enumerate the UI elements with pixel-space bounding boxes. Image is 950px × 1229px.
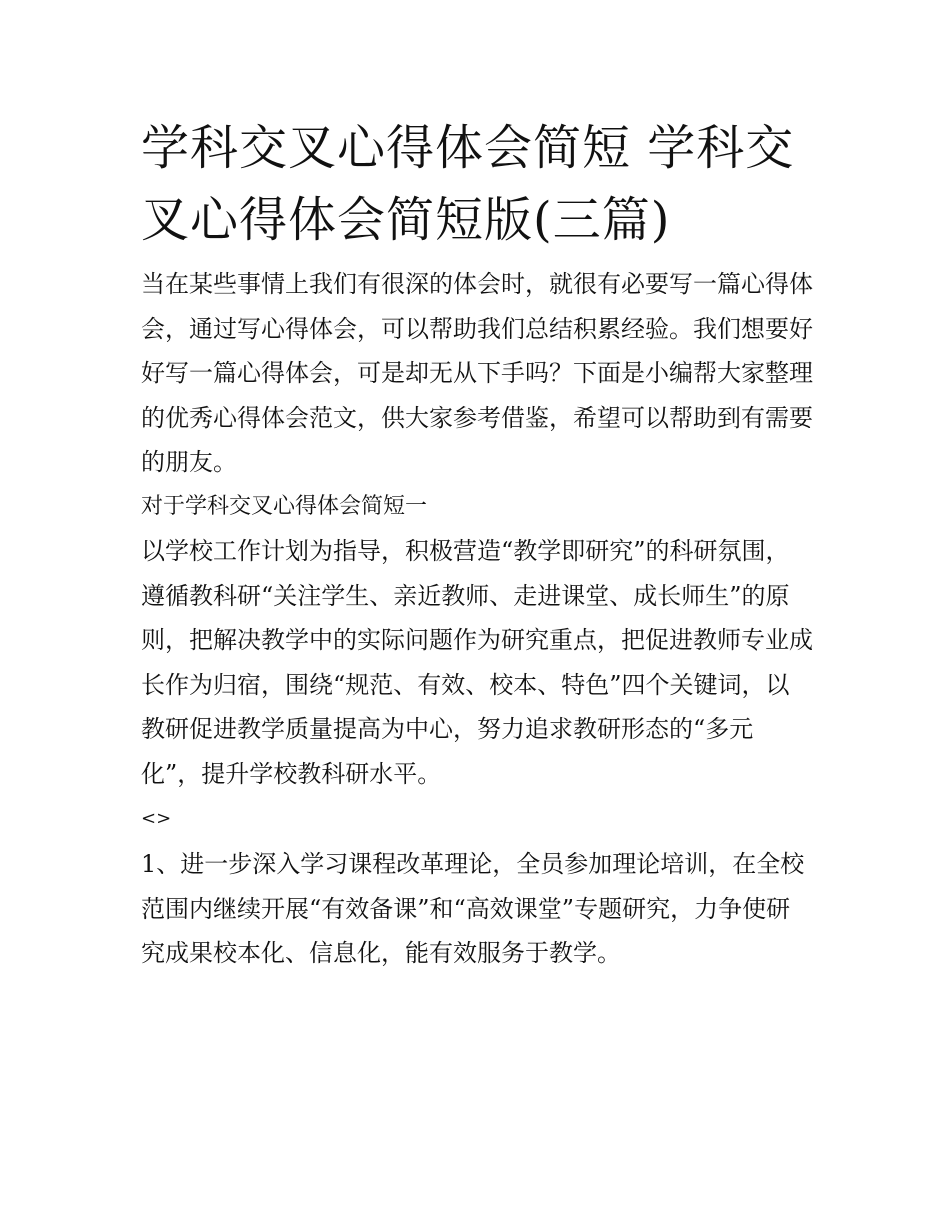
intro-paragraph: 当在某些事情上我们有很深的体会时，就很有必要写一篇心得体会，通过写心得体会，可以帮助我们总结积累经验。我们想要好好写一篇心得体会，可是却无从下手吗？下面是小编帮大家整理的优秀心得体会范文，供大家参考借鉴，希望可以帮助到有需要的朋友。 [141, 270, 813, 476]
section-heading: 对于学科交叉心得体会简短一 [141, 493, 428, 519]
body-paragraph: 以学校工作计划为指导，积极营造“教学即研究”的科研氛围，遵循教科研“关注学生、亲近教师、走进课堂、成长师生”的原则，把解决教学中的实际问题作为研究重点，把促进教师专业成长作为归宿，围绕“规范、有效、校本、特色”四个关键词，以教研促进教学质量提高为中心，努力追求教研形态的“多元化”，提升学校教科研水平。 [141, 537, 813, 788]
list-item: 1、进一步深入学习课程改革理论，全员参加理论培训，在全校范围内继续开展“有效备课”和“高效课堂”专题研究，力争使研究成果校本化、信息化，能有效服务于教学。 [141, 850, 805, 967]
placeholder-marker: <> [141, 808, 172, 829]
document-page [141, 112, 813, 976]
document-title: 学科交叉心得体会简短 学科交叉心得体会简短版(三篇) [141, 120, 795, 248]
